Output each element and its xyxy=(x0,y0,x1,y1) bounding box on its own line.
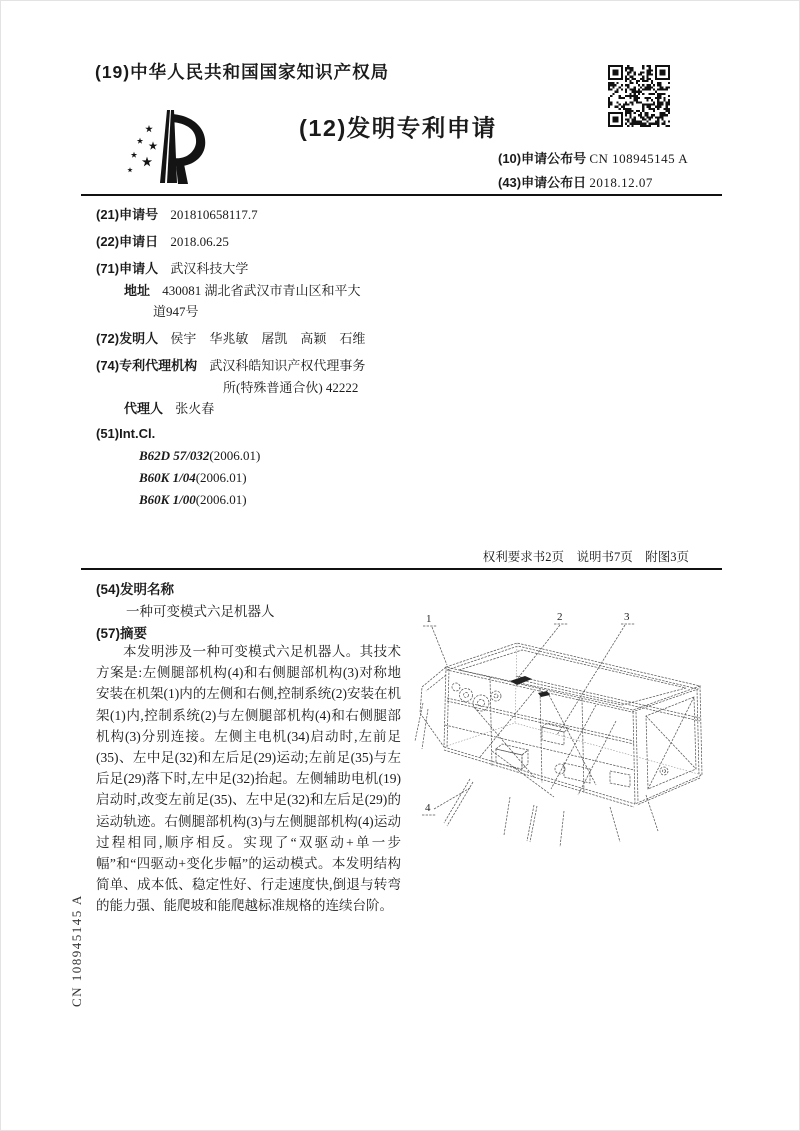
figure-label-1: 1 xyxy=(426,613,432,625)
agent-label: 代理人 xyxy=(124,401,164,416)
publication-number-line xyxy=(498,148,688,167)
classification-code: B60K 1/00 xyxy=(139,492,196,507)
figure-label-3: 3 xyxy=(624,611,630,623)
publication-date-line xyxy=(498,172,653,191)
applicant-address-line1 xyxy=(124,280,361,299)
int-cl-line xyxy=(96,426,155,442)
int-cl-code-2 xyxy=(139,470,247,486)
pages-info: 权利要求书2页 说明书7页 附图3页 xyxy=(482,550,689,564)
document-type-title: (12)发明专利申请 xyxy=(299,115,497,141)
invention-title-section-label: (54)发明名称 xyxy=(96,582,175,597)
publication-number-label: (10)申请公布号 xyxy=(498,151,587,166)
applicant-value: 武汉科技大学 xyxy=(170,261,249,276)
applicant-label: (71)申请人 xyxy=(96,261,159,276)
classification-version: (2006.01) xyxy=(209,448,261,463)
agent-value: 张火春 xyxy=(175,401,215,416)
application-number-line xyxy=(96,204,258,223)
agency-value-line2: 所(特殊普通合伙) 42222 xyxy=(223,380,359,395)
int-cl-label: (51)Int.Cl. xyxy=(96,426,156,441)
int-cl-code-1 xyxy=(139,448,260,464)
patent-drawing-hexapod-robot xyxy=(414,599,722,852)
agency-line2 xyxy=(223,377,358,396)
agency-value-line1: 武汉科皓知识产权代理事务 xyxy=(209,358,366,373)
side-publication-code: CN 108945145 A xyxy=(69,894,84,1007)
classification-version: (2006.01) xyxy=(195,492,247,507)
abstract-section-label: (57)摘要 xyxy=(96,626,148,641)
inventors-line xyxy=(96,328,365,347)
application-number-label: (21)申请号 xyxy=(96,207,159,222)
address-value-line2: 道947号 xyxy=(153,304,199,319)
patent-office-title: (19)中华人民共和国国家知识产权局 xyxy=(95,62,390,82)
classification-code: B62D 57/032 xyxy=(139,448,210,463)
application-number-value: 201810658117.7 xyxy=(170,207,258,222)
abstract-text: 本发明涉及一种可变模式六足机器人。其技术方案是:左侧腿部机构(4)和右侧腿部机构(3)对称地安装在机架(1)内的左侧和右侧,控制系统(2)安装在机架(1)内,控制系统(2)与左侧腿部机构(4)和右侧腿部机构(3)分别连接。左侧主电机(34)启动时,左前足(35)、左中足(32)和左后足(29)运动;左前足(35)与左后足(29)落下时,左中足(32)抬起。左侧辅助电机(19)启动时,改变左前足(35)、左中足(32)和左后足(29)的运动轨迹。右侧腿部机构(3)与左侧腿部机构(4)运动过程相同,顺序相反。实现了“双驱动+单一步幅”和“四驱动+变化步幅”的运动模式。本发明结构简单、成本低、稳定性好、行走速度快,倒退与转弯的能力强、能爬坡和能爬越标准规格的连续台阶。 xyxy=(96,644,401,914)
applicant-line xyxy=(96,258,248,277)
figure-label-4: 4 xyxy=(425,802,431,814)
agent-line xyxy=(124,398,214,417)
application-date-value: 2018.06.25 xyxy=(170,234,229,249)
qr-code xyxy=(608,65,670,127)
address-value-line1: 430081 湖北省武汉市青山区和平大 xyxy=(162,283,361,298)
application-date-line xyxy=(96,231,229,250)
inventors-value: 侯宇 华兆敏 屠凯 高颖 石维 xyxy=(170,331,366,346)
application-date-label: (22)申请日 xyxy=(96,234,159,249)
applicant-address-line2 xyxy=(153,301,199,320)
inventors-label: (72)发明人 xyxy=(96,331,159,346)
bibliography-divider xyxy=(81,568,722,570)
publication-date-label: (43)申请公布日 xyxy=(498,175,587,190)
address-label: 地址 xyxy=(124,283,151,298)
figure-label-2: 2 xyxy=(557,611,563,623)
header-divider xyxy=(81,194,722,196)
classification-code: B60K 1/04 xyxy=(139,470,196,485)
cnipa-logo-icon xyxy=(119,103,219,193)
agency-line1 xyxy=(96,355,365,374)
int-cl-code-3 xyxy=(139,492,247,508)
publication-number-value: CN 108945145 A xyxy=(589,151,689,166)
publication-date-value: 2018.12.07 xyxy=(589,175,653,190)
agency-label: (74)专利代理机构 xyxy=(96,358,198,373)
classification-version: (2006.01) xyxy=(195,470,247,485)
invention-title: 一种可变模式六足机器人 xyxy=(126,604,275,619)
